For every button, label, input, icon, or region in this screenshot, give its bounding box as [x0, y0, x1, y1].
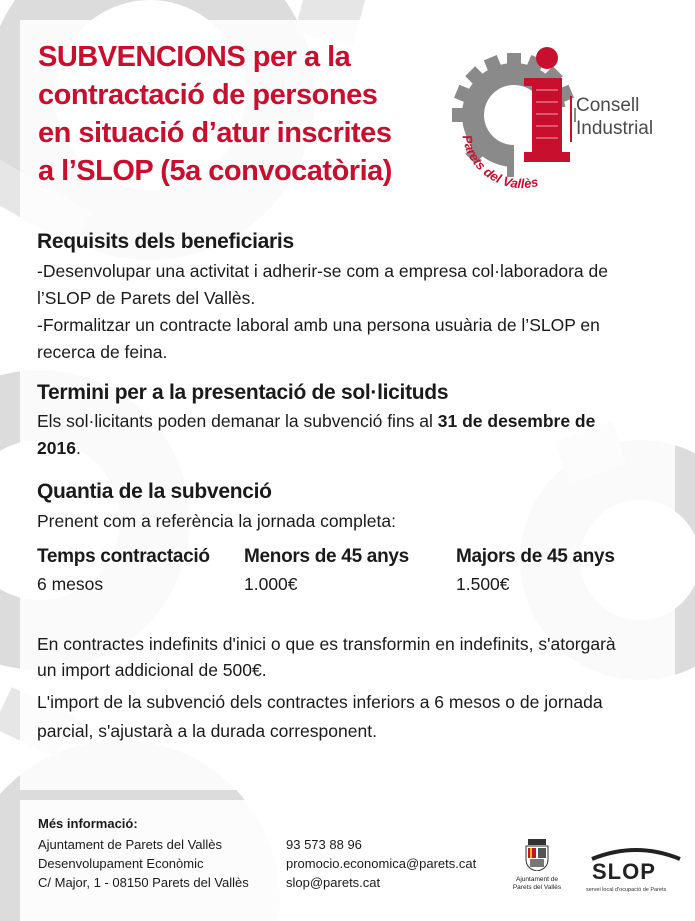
title-line: a l’SLOP (5a convocatòria)	[38, 155, 392, 187]
requisit-line: l’SLOP de Parets del Vallès.	[37, 288, 256, 308]
paragraph-line: L'import de la subvenció dels contractes inferiors a 6 mesos o de jornada	[37, 692, 603, 712]
ajuntament-label-1: Ajuntament de	[516, 876, 558, 883]
requisit-line: -Desenvolupar una activitat i adherir-se com a empresa col·laboradora de	[37, 261, 608, 281]
table-column	[244, 546, 409, 595]
termini-heading: Termini per a la presentació de sol·licituds	[37, 381, 449, 404]
address-line: Desenvolupament Econòmic	[38, 856, 204, 871]
ajuntament-logo	[507, 839, 567, 899]
slop-tagline: servei local d'ocupació de Parets	[586, 887, 667, 893]
title-line: en situació d’atur inscrites	[38, 117, 392, 149]
address-line: Ajuntament de Parets del Vallès	[38, 837, 223, 852]
termini-date: 31 de desembre de	[437, 411, 596, 431]
requisit-line: -Formalitzar un contracte laboral amb una persona usuària de l’SLOP en	[37, 315, 600, 335]
quantia-paragraph-2	[37, 688, 603, 746]
table-header: Menors de 45 anys	[244, 546, 409, 567]
table-header: Majors de 45 anys	[456, 546, 615, 567]
logo-org-line: Consell	[576, 95, 640, 116]
requisits-body	[37, 258, 608, 366]
table-cell: 1.000€	[244, 574, 298, 594]
footer-contact	[286, 835, 476, 892]
address-line: C/ Major, 1 - 08150 Parets del Vallès	[38, 875, 249, 890]
footer	[0, 797, 695, 921]
logo-org-name	[576, 94, 653, 140]
termini-body	[37, 408, 595, 462]
logo-org-line: Industrial	[576, 118, 654, 139]
termini-period: .	[75, 438, 81, 458]
paragraph-line: un import addicional de 500€.	[37, 660, 267, 680]
termini-year: 2016	[37, 438, 76, 458]
requisits-heading: Requisits dels beneficiaris	[37, 230, 294, 253]
quantia-intro: Prenent com a referència la jornada completa:	[37, 511, 396, 531]
slop-name: SLOP	[592, 859, 656, 884]
requisit-line: recerca de feina.	[37, 342, 168, 362]
title-line: SUBVENCIONS per a la	[38, 41, 351, 73]
table-header: Temps contractació	[37, 546, 210, 567]
termini-text: Els sol·licitants poden demanar la subvenció fins al	[37, 411, 438, 431]
quantia-heading: Quantia de la subvenció	[37, 480, 272, 503]
quantia-paragraph-1	[37, 631, 616, 683]
email-link[interactable]: promocio.economica@parets.cat	[286, 856, 477, 871]
table-column	[456, 546, 615, 595]
phone-number: 93 573 88 96	[286, 837, 362, 852]
table-cell: 1.500€	[456, 574, 510, 594]
page-title	[38, 38, 428, 190]
email-link[interactable]: slop@parets.cat	[286, 875, 381, 890]
footer-heading: Més informació:	[38, 816, 138, 831]
ajuntament-label-2: Parets del Vallès	[512, 884, 562, 891]
footer-address	[38, 835, 249, 892]
title-line: contractació de persones	[38, 79, 378, 111]
logo-arc-text: Parets del Vallès	[459, 133, 540, 190]
table-cell: 6 mesos	[37, 574, 104, 594]
table-column	[37, 546, 210, 595]
paragraph-line: parcial, s'ajustarà a la durada corresponent.	[37, 721, 377, 741]
logo-divider	[570, 96, 572, 142]
slop-logo	[586, 845, 686, 901]
paragraph-line: En contractes indefinits d'inici o que es transformin en indefinits, s'atorgarà	[37, 634, 616, 654]
crest-icon	[524, 839, 550, 871]
consell-industrial-logo	[452, 40, 662, 190]
